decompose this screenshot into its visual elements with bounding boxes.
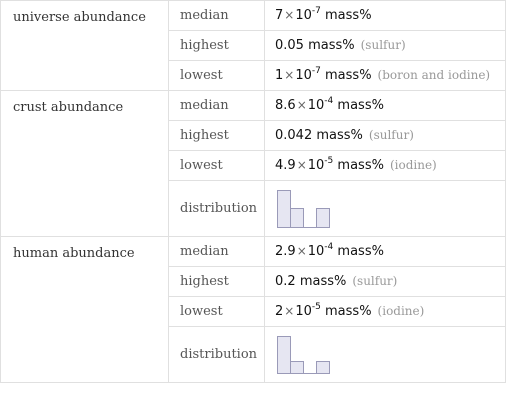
histogram-bar xyxy=(278,336,291,373)
distribution-cell-human xyxy=(265,327,506,383)
times-sign: × xyxy=(296,98,307,112)
exponent: -5 xyxy=(311,302,321,312)
base: 10 xyxy=(307,98,325,113)
row-label-distribution: distribution xyxy=(169,327,265,383)
times-sign: × xyxy=(284,68,295,82)
mantissa: 2.9 xyxy=(275,244,296,259)
unit: mass% xyxy=(337,244,384,259)
table-row xyxy=(1,237,506,267)
row-label-median: median xyxy=(169,91,265,121)
base: 10 xyxy=(295,68,312,83)
value-human-lowest xyxy=(265,297,506,327)
row-label-highest: highest xyxy=(169,267,265,297)
value-note: (iodine) xyxy=(389,158,437,172)
mantissa: 8.6 xyxy=(275,98,296,113)
row-label-lowest: lowest xyxy=(169,61,265,91)
section-label-universe: universe abundance xyxy=(1,1,169,91)
row-label-median: median xyxy=(169,237,265,267)
mantissa: 4.9 xyxy=(275,158,296,173)
plain-value: 0.05 xyxy=(275,38,304,53)
base: 10 xyxy=(307,158,325,173)
value-note: (boron and iodine) xyxy=(377,68,491,82)
exponent: -7 xyxy=(311,66,321,76)
value-crust-median xyxy=(265,91,506,121)
plain-value: 0.2 xyxy=(275,274,296,289)
unit: mass% xyxy=(325,68,372,83)
row-label-highest: highest xyxy=(169,121,265,151)
histogram-bar xyxy=(291,208,304,227)
times-sign: × xyxy=(284,8,295,22)
mantissa: 2 xyxy=(275,304,284,319)
base: 10 xyxy=(295,8,312,23)
times-sign: × xyxy=(284,304,295,318)
value-crust-lowest xyxy=(265,151,506,181)
row-label-highest: highest xyxy=(169,31,265,61)
value-universe-median xyxy=(265,1,506,31)
base: 10 xyxy=(295,304,312,319)
row-label-median: median xyxy=(169,1,265,31)
mantissa: 1 xyxy=(275,68,284,83)
exponent: -4 xyxy=(324,242,334,252)
times-sign: × xyxy=(296,244,307,258)
base: 10 xyxy=(307,244,325,259)
unit: mass% xyxy=(337,158,384,173)
unit: mass% xyxy=(308,38,355,53)
value-note: (sulfur) xyxy=(352,274,398,288)
value-universe-highest xyxy=(265,31,506,61)
histogram-bar xyxy=(317,208,330,227)
unit: mass% xyxy=(325,304,372,319)
distribution-histogram-human xyxy=(275,334,355,376)
unit: mass% xyxy=(299,274,347,289)
value-universe-lowest xyxy=(265,61,506,91)
distribution-histogram-crust xyxy=(275,188,355,230)
value-human-median xyxy=(265,237,506,267)
histogram-bar xyxy=(317,361,330,373)
value-crust-highest xyxy=(265,121,506,151)
row-label-lowest: lowest xyxy=(169,151,265,181)
histogram-bar xyxy=(278,190,291,227)
unit: mass% xyxy=(325,8,372,23)
exponent: -7 xyxy=(311,6,321,16)
row-label-distribution: distribution xyxy=(169,181,265,237)
section-label-human: human abundance xyxy=(1,237,169,383)
exponent: -5 xyxy=(324,156,334,166)
plain-value: 0.042 xyxy=(275,128,313,143)
unit: mass% xyxy=(316,128,363,143)
histogram-bar xyxy=(291,361,304,373)
distribution-cell-crust xyxy=(265,181,506,237)
mantissa: 7 xyxy=(275,8,284,23)
section-label-crust: crust abundance xyxy=(1,91,169,237)
value-note: (iodine) xyxy=(377,304,425,318)
times-sign: × xyxy=(296,158,307,172)
value-note: (sulfur) xyxy=(368,128,414,142)
table-row xyxy=(1,1,506,31)
exponent: -4 xyxy=(324,96,334,106)
value-note: (sulfur) xyxy=(360,38,406,52)
unit: mass% xyxy=(337,98,384,113)
table-row xyxy=(1,91,506,121)
row-label-lowest: lowest xyxy=(169,297,265,327)
value-human-highest xyxy=(265,267,506,297)
